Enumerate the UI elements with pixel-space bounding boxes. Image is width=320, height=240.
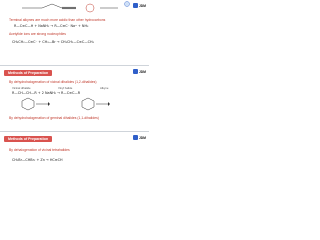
chemical-structure-top — [0, 0, 149, 20]
logo-icon — [133, 69, 138, 74]
logo: JDM — [133, 69, 146, 74]
label-alkyne: Alkyne — [100, 86, 109, 90]
label-vinyl-halide: Vinyl halide — [58, 86, 73, 90]
slide-title: Methods of Preparation — [4, 136, 52, 142]
method-dehydrohalogenation-geminal: By dehydrohalogenation of geminal dihalides (1,1-dihalides) — [9, 116, 99, 120]
equation-vicinal: R—CH—CH—R + 2 NaNH₂ → R—C≡C—R — [12, 91, 81, 95]
slide-1 — [0, 0, 149, 66]
cyclohexane-structures — [0, 98, 149, 118]
heading-acetylide: Acetylide ions are strong nucleophiles — [9, 32, 66, 36]
method-dehydrohalogenation-vicinal: By dehydrohalogenation of vicinal dihalides (1,2-dihalides) — [9, 80, 97, 84]
label-vicinal-dihalide: Vicinal dihalide — [12, 86, 31, 90]
heading-terminal-alkynes: Terminal alkynes are much more acidic than other hydrocarbons — [9, 18, 106, 22]
logo: JDM — [133, 135, 146, 140]
method-dehalogenation: By dehalogenation of vicinal tetrahalides — [9, 148, 70, 152]
equation-deprotonation: R—C≡C—H + NaNH₂ → R—C≡C⁻ Na⁺ + NH₃ — [14, 24, 89, 28]
slide-3 — [0, 132, 149, 198]
slide-2 — [0, 66, 149, 132]
logo-icon — [133, 135, 138, 140]
logo: JDM — [133, 3, 146, 8]
equation-alkylation: CH₃CH₂—C≡C⁻ + CH₃—Br → CH₃CH₂—C≡C—CH₃ — [12, 40, 94, 44]
slide-title: Methods of Preparation — [4, 70, 52, 76]
equation-dehalogenation: CH₂Br—CHBr₂ + Zn → HC≡CH — [12, 158, 63, 162]
